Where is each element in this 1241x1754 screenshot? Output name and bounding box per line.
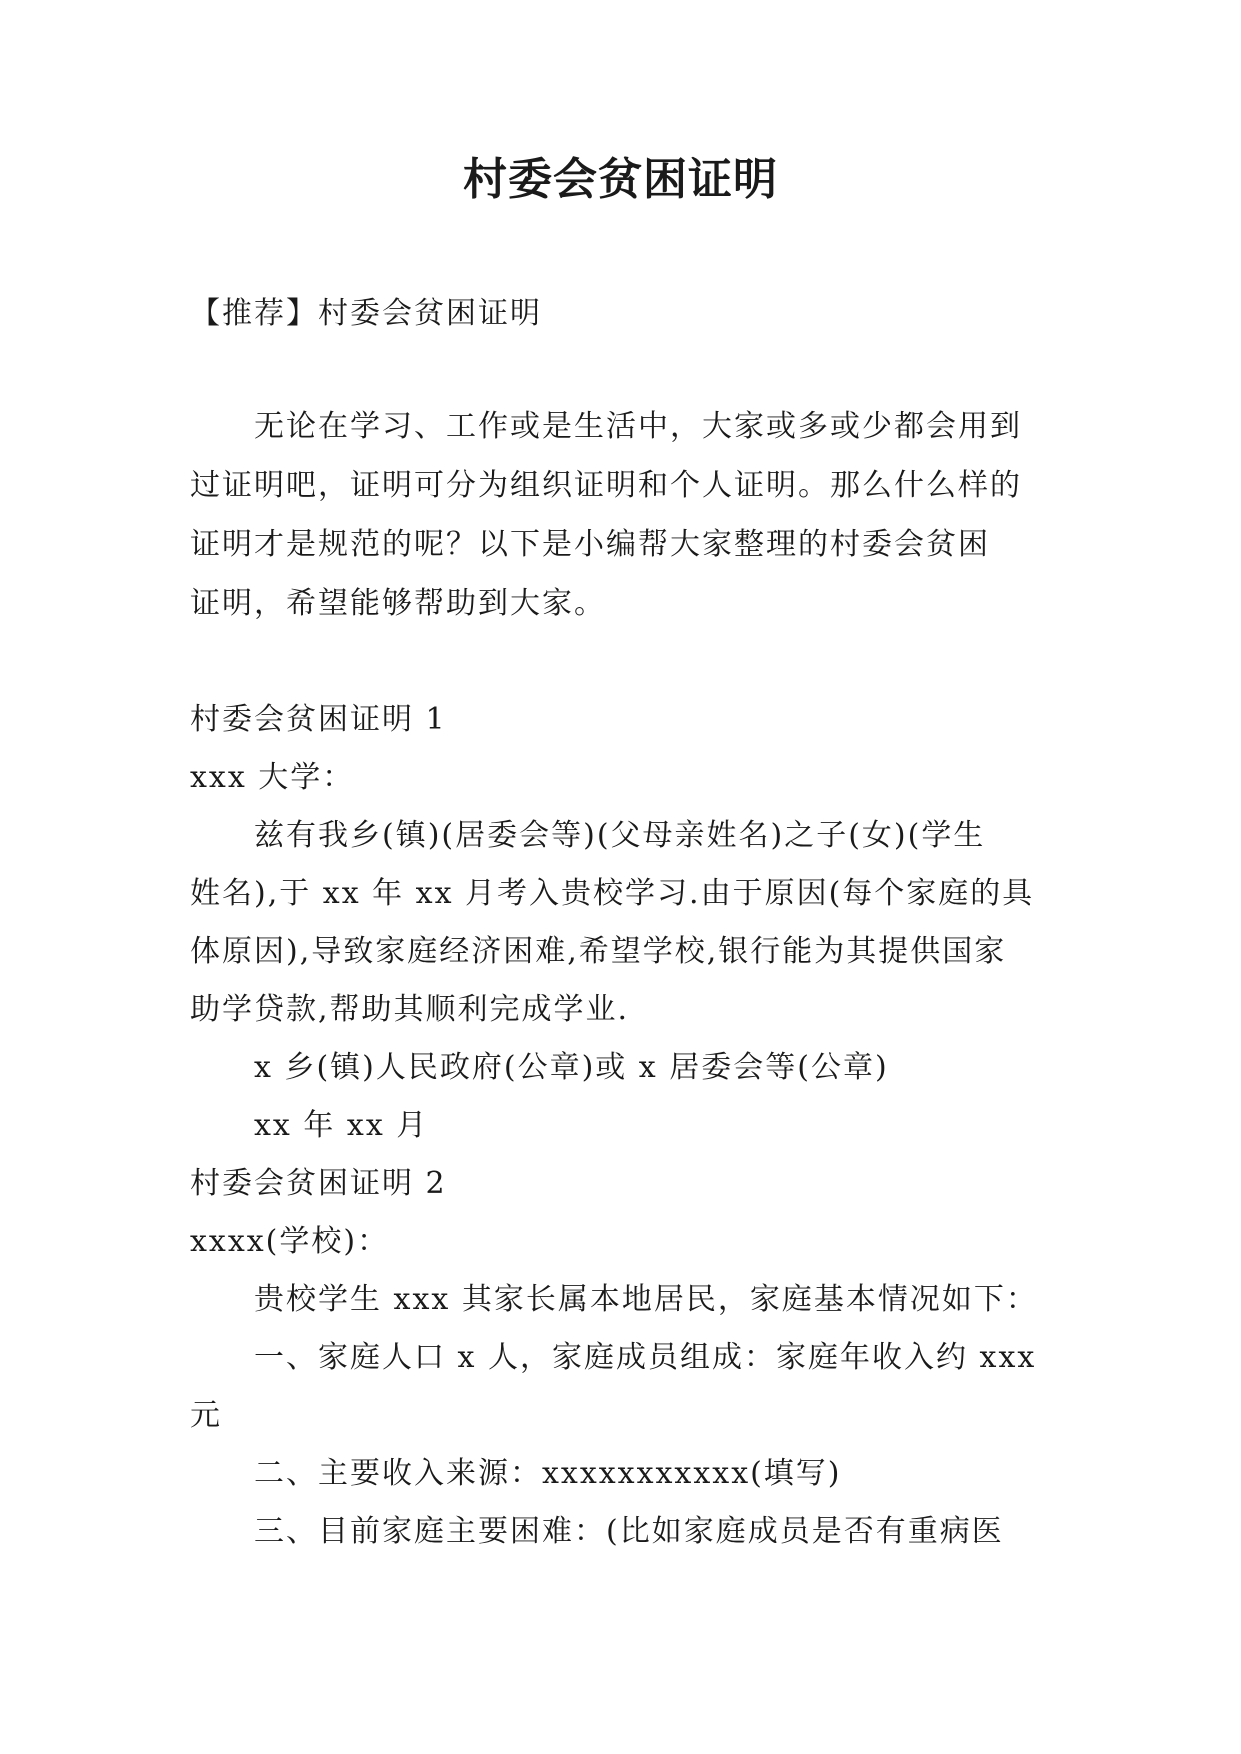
signature-1: x 乡(镇)人民政府(公章)或 x 居委会等(公章) [254,1050,889,1085]
addressee-1: xxx 大学： [190,760,355,795]
section-heading-1: 村委会贫困证明 1 [190,702,447,737]
document-title: 村委会贫困证明 [463,154,778,205]
body-1-line-1: 兹有我乡(镇)(居委会等)(父母亲姓名)之子(女)(学生 [254,818,986,853]
intro-line-3: 证明才是规范的呢？以下是小编帮大家整理的村委会贫困 [190,527,990,562]
addressee-2: xxxx(学校)： [190,1224,390,1259]
section-heading-2: 村委会贫困证明 2 [190,1166,447,1201]
body-2-line-1: 贵校学生 xxx 其家长属本地居民，家庭基本情况如下： [254,1282,1038,1317]
body-2-item-2: 二、主要收入来源：xxxxxxxxxxx(填写) [254,1456,842,1491]
intro-line-2: 过证明吧，证明可分为组织证明和个人证明。那么什么样的 [190,468,1022,503]
recommend-heading: 【推荐】村委会贫困证明 [190,296,542,331]
body-1-line-3: 体原因),导致家庭经济困难,希望学校,银行能为其提供国家 [190,934,1007,969]
body-1-line-4: 助学贷款,帮助其顺利完成学业. [190,992,630,1027]
body-2-item-3: 三、目前家庭主要困难：(比如家庭成员是否有重病医 [254,1514,1004,1549]
intro-line-1: 无论在学习、工作或是生活中，大家或多或少都会用到 [254,409,1022,444]
intro-line-4: 证明，希望能够帮助到大家。 [190,586,606,621]
date-1: xx 年 xx 月 [254,1108,429,1143]
body-2-item-1: 一、家庭人口 x 人，家庭成员组成：家庭年收入约 xxx [254,1340,1037,1375]
body-1-line-2: 姓名),于 xx 年 xx 月考入贵校学习.由于原因(每个家庭的具 [190,876,1035,911]
body-2-item-1-cont: 元 [190,1398,222,1433]
